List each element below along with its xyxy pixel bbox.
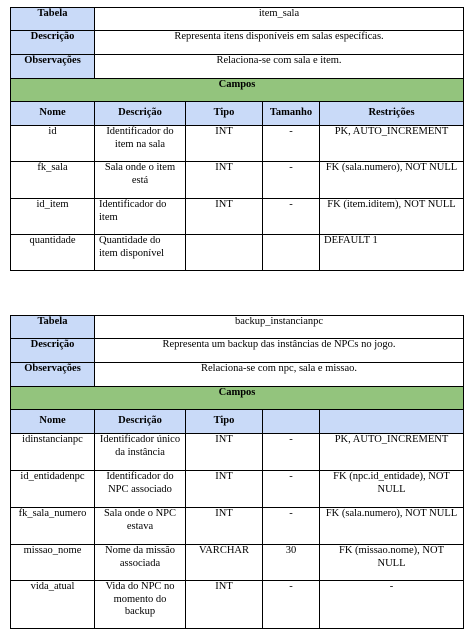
col-header-descricao: Descrição xyxy=(95,102,186,126)
table-backup-instancianpc xyxy=(10,315,464,629)
field-tipo: INT xyxy=(186,126,263,162)
description-row xyxy=(11,339,464,363)
field-restricoes: PK, AUTO_INCREMENT xyxy=(320,126,464,162)
field-descricao: Identificador do item na sala xyxy=(95,126,186,162)
field-tipo: INT xyxy=(186,581,263,629)
tabela-label: Tabela xyxy=(11,316,95,339)
field-tamanho: - xyxy=(263,434,320,471)
table-observations: Relaciona-se com sala e item. xyxy=(95,55,464,79)
field-restricoes: FK (npc.id_entidade), NOT NULL xyxy=(320,471,464,508)
field-tamanho xyxy=(263,235,320,271)
campos-section-header: Campos xyxy=(11,79,464,102)
field-row xyxy=(11,126,464,162)
table-name-row xyxy=(11,316,464,339)
field-tamanho: - xyxy=(263,126,320,162)
field-tamanho: - xyxy=(263,508,320,545)
field-restricoes: PK, AUTO_INCREMENT xyxy=(320,434,464,471)
field-restricoes: FK (missao.nome), NOT NULL xyxy=(320,545,464,581)
col-header-nome: Nome xyxy=(11,410,95,434)
campos-section-row xyxy=(11,79,464,102)
description-row xyxy=(11,31,464,55)
field-tamanho: - xyxy=(263,162,320,199)
field-tamanho: 30 xyxy=(263,545,320,581)
campos-section-header: Campos xyxy=(11,387,464,410)
col-header-restricoes: Restrições xyxy=(320,102,464,126)
col-header-descricao: Descrição xyxy=(95,410,186,434)
field-tipo: INT xyxy=(186,508,263,545)
col-header-tipo: Tipo xyxy=(186,410,263,434)
field-descricao: Identificador único da instância xyxy=(95,434,186,471)
col-header-tipo: Tipo xyxy=(186,102,263,126)
observations-row xyxy=(11,363,464,387)
table-item-sala xyxy=(10,7,464,271)
field-restricoes: FK (item.iditem), NOT NULL xyxy=(320,199,464,235)
field-descricao: Nome da missão associada xyxy=(95,545,186,581)
field-tipo xyxy=(186,235,263,271)
field-descricao: Quantidade do item disponível xyxy=(95,235,186,271)
field-tamanho: - xyxy=(263,471,320,508)
tabela-label: Tabela xyxy=(11,8,95,31)
field-tipo: VARCHAR xyxy=(186,545,263,581)
field-descricao: Sala onde o NPC estava xyxy=(95,508,186,545)
field-restricoes: - xyxy=(320,581,464,629)
field-nome: idinstancianpc xyxy=(11,434,95,471)
field-restricoes: FK (sala.numero), NOT NULL xyxy=(320,508,464,545)
field-restricoes: FK (sala.numero), NOT NULL xyxy=(320,162,464,199)
fields-column-header-row xyxy=(11,102,464,126)
field-tipo: INT xyxy=(186,471,263,508)
field-nome: id xyxy=(11,126,95,162)
field-tipo: INT xyxy=(186,162,263,199)
field-tamanho: - xyxy=(263,581,320,629)
field-row xyxy=(11,545,464,581)
field-tamanho: - xyxy=(263,199,320,235)
descricao-label: Descrição xyxy=(11,31,95,55)
field-row xyxy=(11,199,464,235)
table-observations: Relaciona-se com npc, sala e missao. xyxy=(95,363,464,387)
table-name: backup_instancianpc xyxy=(95,316,464,339)
observations-row xyxy=(11,55,464,79)
field-tipo: INT xyxy=(186,199,263,235)
table-description: Representa um backup das instâncias de NPCs no jogo. xyxy=(95,339,464,363)
field-nome: quantidade xyxy=(11,235,95,271)
field-row xyxy=(11,162,464,199)
field-row xyxy=(11,235,464,271)
field-descricao: Identificador do NPC associado xyxy=(95,471,186,508)
descricao-label: Descrição xyxy=(11,339,95,363)
field-row xyxy=(11,434,464,471)
field-descricao: Vida do NPC no momento do backup xyxy=(95,581,186,629)
field-row xyxy=(11,471,464,508)
field-nome: vida_atual xyxy=(11,581,95,629)
col-header-restricoes-empty xyxy=(320,410,464,434)
observacoes-label: Observações xyxy=(11,363,95,387)
field-nome: missao_nome xyxy=(11,545,95,581)
field-row xyxy=(11,581,464,629)
field-descricao: Identificador do item xyxy=(95,199,186,235)
fields-column-header-row xyxy=(11,410,464,434)
observacoes-label: Observações xyxy=(11,55,95,79)
table-description: Representa itens disponíveis em salas específicas. xyxy=(95,31,464,55)
field-nome: fk_sala xyxy=(11,162,95,199)
table-name-row xyxy=(11,8,464,31)
table-name: item_sala xyxy=(95,8,464,31)
col-header-nome: Nome xyxy=(11,102,95,126)
col-header-tamanho-empty xyxy=(263,410,320,434)
field-nome: id_item xyxy=(11,199,95,235)
field-descricao: Sala onde o item está xyxy=(95,162,186,199)
field-row xyxy=(11,508,464,545)
campos-section-row xyxy=(11,387,464,410)
col-header-tamanho: Tamanho xyxy=(263,102,320,126)
field-nome: fk_sala_numero xyxy=(11,508,95,545)
field-tipo: INT xyxy=(186,434,263,471)
field-nome: id_entidadenpc xyxy=(11,471,95,508)
field-restricoes: DEFAULT 1 xyxy=(320,235,464,271)
